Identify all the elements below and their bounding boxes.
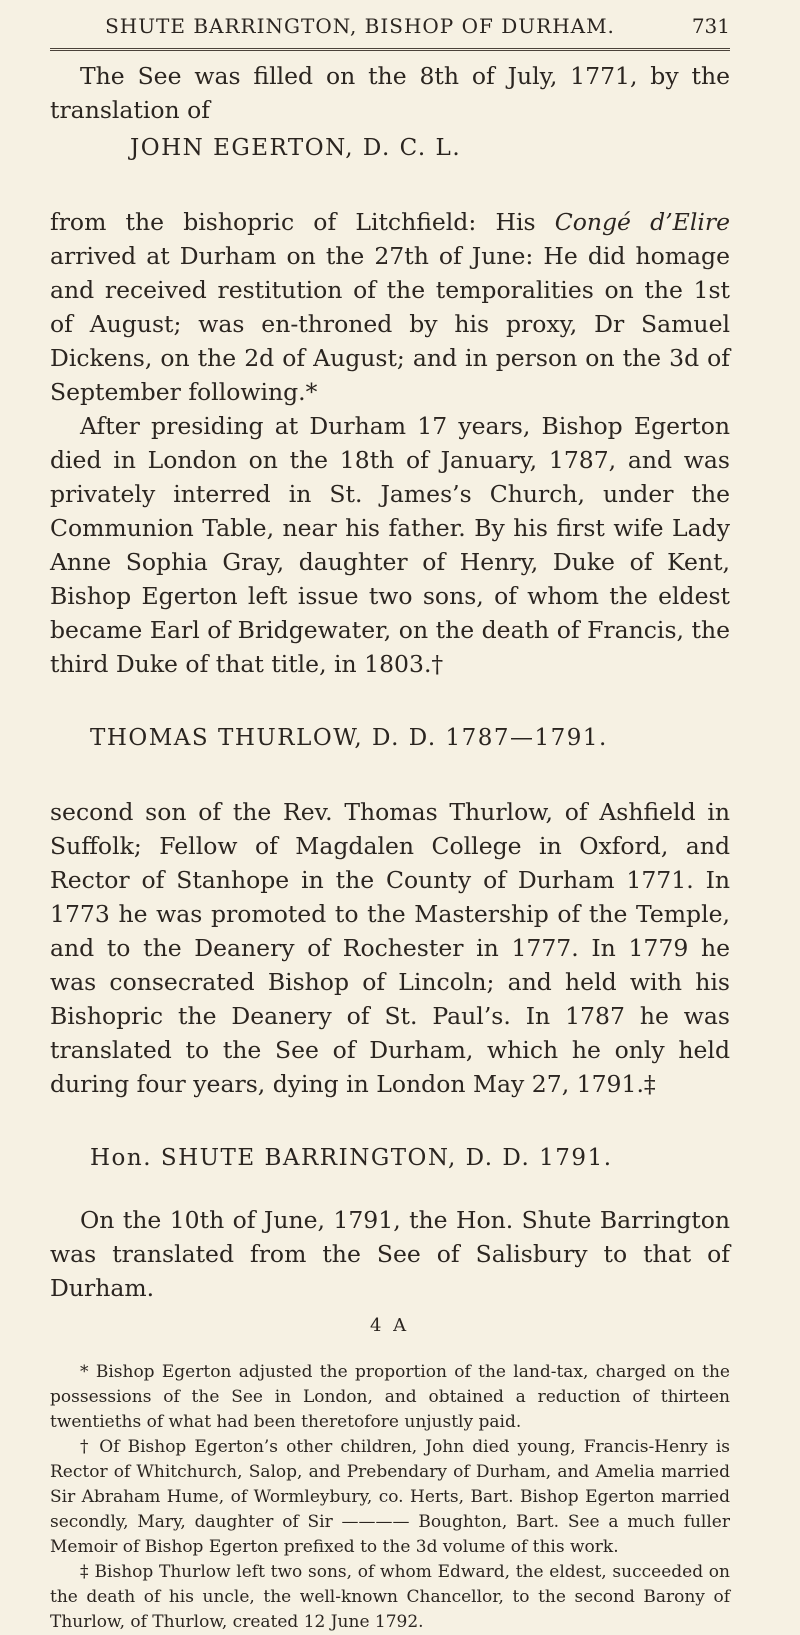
footnotes bbox=[50, 1360, 730, 1635]
egerton-intro: The See was filled on the 8th of July, 1771, by the translation of bbox=[50, 62, 730, 124]
thurlow-paragraph: second son of the Rev. Thomas Thurlow, of Ashfield in Suffolk; Fellow of Magdalen College in Oxford, and Rector of Stanhope in the County of Durham 1771. In 1773 he was promoted to the Mastership of the Temple, and to the Deanery of Rochester in 1777. In 1779 he was consecrated Bishop of Lincoln; and held with his Bishopric the Deanery of St. Paul’s. In 1787 he was translated to the See of Durham, which he only held during four years, dying in London May 27, 1791.‡ bbox=[50, 798, 730, 1098]
conge-delire-term: Congé d’Elire bbox=[554, 208, 730, 236]
footnote-star: * Bishop Egerton adjusted the proportion of the land-tax, charged on the possessions of the See in London, and obtained a reduction of thirteen twentieths of what had been theretofore unjustly paid. bbox=[50, 1362, 730, 1432]
signature-mark: 4 A bbox=[370, 1315, 410, 1336]
egerton-para1-end: arrived at Durham on the 27th of June: He did homage and received restitution of the temporalities on the 1st of August; was en-throned by his proxy, Dr Samuel Dickens, on the 2d of August; and in person on the 3d of September following.* bbox=[50, 242, 730, 406]
page-number: 731 bbox=[691, 14, 730, 38]
barrington-heading: Hon. SHUTE BARRINGTON, D. D. 1791. bbox=[90, 1145, 613, 1171]
egerton-heading: JOHN EGERTON, D. C. L. bbox=[130, 135, 462, 161]
egerton-paragraph-2: After presiding at Durham 17 years, Bishop Egerton died in London on the 18th of January, 1787, and was privately interred in St. James’s Church, under the Communion Table, near his father. By his first wife Lady Anne Sophia Gray, daughter of Henry, Duke of Kent, Bishop Egerton left issue two sons, of whom the eldest became Earl of Bridgewater, on the death of Francis, the third Duke of that title, in 1803.† bbox=[50, 412, 730, 678]
running-head-title: SHUTE BARRINGTON, BISHOP OF DURHAM. bbox=[105, 14, 615, 38]
barrington-paragraph: On the 10th of June, 1791, the Hon. Shute Barrington was translated from the See of Salisbury to that of Durham. bbox=[50, 1206, 730, 1302]
egerton-paragraph-1 bbox=[50, 205, 730, 409]
egerton-para1-start: from the bishopric of Litchfield: His bbox=[50, 208, 555, 236]
thurlow-heading: THOMAS THURLOW, D. D. 1787—1791. bbox=[90, 725, 608, 751]
footnote-double-dagger: ‡ Bishop Thurlow left two sons, of whom Edward, the eldest, succeeded on the death of his uncle, the well-known Chancellor, to the second Barony of Thurlow, of Thurlow, created 12 June 1792. bbox=[50, 1562, 730, 1632]
running-head bbox=[50, 0, 730, 51]
footnote-dagger: † Of Bishop Egerton’s other children, John died young, Francis-Henry is Rector of Whitchurch, Salop, and Prebendary of Durham, and Amelia married Sir Abraham Hume, of Wormleybury, co. Herts, Bart. Bishop Egerton married secondly, Mary, daughter of Sir ———— Boughton, Bart. See a much fuller Memoir of Bishop Egerton prefixed to the 3d volume of this work. bbox=[50, 1437, 730, 1557]
